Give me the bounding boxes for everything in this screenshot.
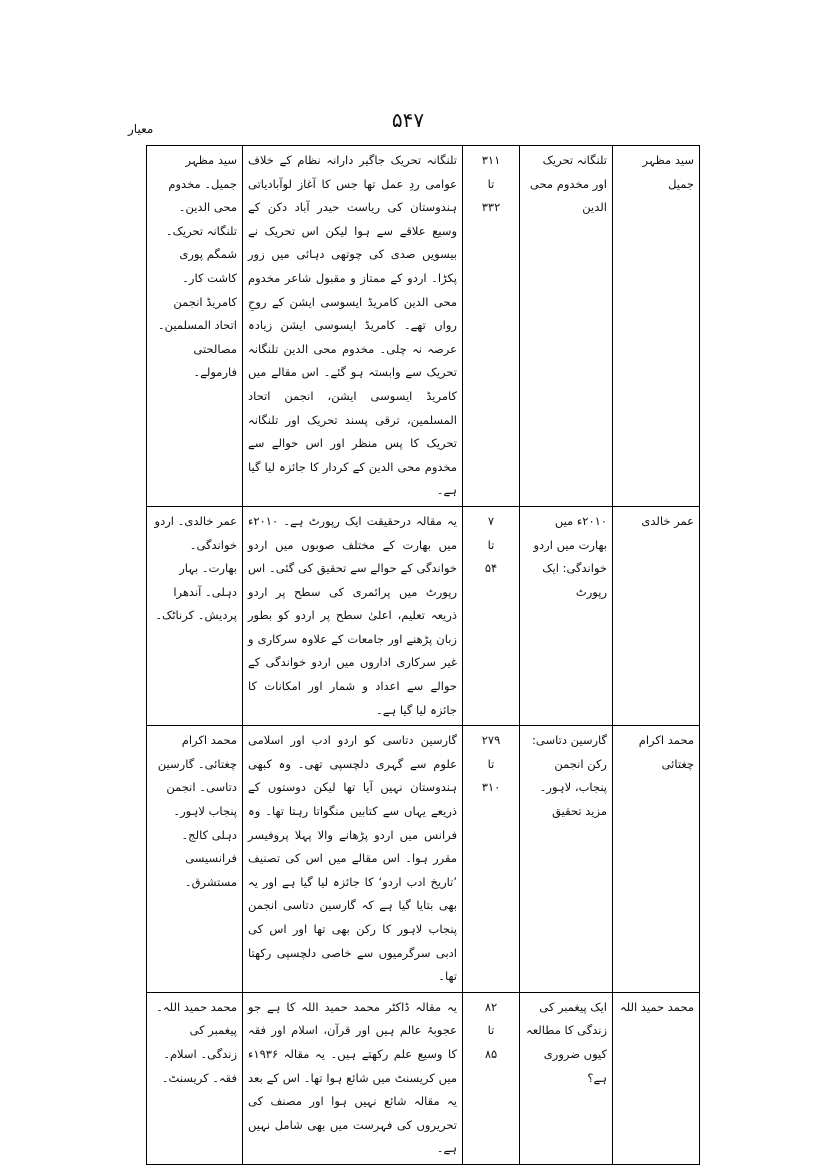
page-to-word: تا: [487, 176, 495, 191]
title-cell: تلنگانہ تحریک اور مخدوم محی الدین: [520, 146, 613, 507]
table-row: [147, 146, 700, 507]
keywords-cell: محمد حمید اللہ۔ پیغمبر کی زندگی۔ اسلام۔ فقہ۔ کریسنٹ۔: [147, 992, 243, 1164]
page-from: ۸۲: [484, 999, 498, 1014]
page-range-cell: [463, 146, 520, 507]
page-range-cell: [463, 506, 520, 725]
page-to-word: تا: [487, 537, 495, 552]
table-row: [147, 992, 700, 1164]
author-cell: عمر خالدی: [613, 506, 700, 725]
table-row: [147, 506, 700, 725]
summary-cell: یہ مقالہ درحقیقت ایک رپورٹ ہے۔ ۲۰۱۰ء میں بھارت کے مختلف صوبوں میں اردو خواندگی کے حوالے سے تحقیق کی گئی۔ اس رپورٹ میں پرائمری کی سطح پر اردو ذریعہ تعلیم، اعلیٰ سطح پر اردو کو بطور زبان پڑھنے اور جامعات کے علاوہ سرکاری و غیر سرکاری اداروں میں اردو خواندگی کے حوالے سے اعداد و شمار اور امکانات کا جائزہ لیا گیا ہے۔: [243, 506, 463, 725]
summary-cell: تلنگانہ تحریک جاگیر دارانہ نظام کے خلاف عوامی ردِ عمل تھا جس کا آغاز لوآبادیاتی ہندوستان کی ریاست حیدر آباد دکن کے وسیع علاقے سے ہوا لیکن اس تحریک نے بیسویں صدی کی چوتھی دہائی میں زور پکڑا۔ اردو کے ممتاز و مقبول شاعر مخدوم محی الدین کامریڈ ایسوسی ایشن کے روحِ رواں تھے۔ کامریڈ ایسوسی ایشن زیادہ عرصہ نہ چلی۔ مخدوم محی الدین تلنگانہ تحریک سے وابستہ ہو گئے۔ اس مقالے میں کامریڈ ایسوسی ایشن، انجمن اتحاد المسلمین، ترقی پسند تحریک اور تلنگانہ تحریک کا پس منظر اور اس حوالے سے مخدوم محی الدین کے کردار کا جائزہ لیا گیا ہے۔: [243, 146, 463, 507]
title-cell: ایک پیغمبر کی زندگی کا مطالعہ کیوں ضروری ہے؟: [520, 992, 613, 1164]
page-to: ۳۱۰: [481, 780, 501, 795]
page-to: ۳۳۲: [481, 200, 501, 215]
keywords-cell: سید مظہر جمیل۔ مخدوم محی الدین۔ تلنگانہ تحریک۔ شمگم پوری کاشت کار۔ کامریڈ انجمن اتحاد المسلمین۔ مصالحتی فارمولے۔: [147, 146, 243, 507]
page-from: ۷: [487, 513, 495, 528]
keywords-cell: عمر خالدی۔ اردو خواندگی۔ بھارت۔ بہار دہلی۔ آندھرا پردیش۔ کرناٹک۔: [147, 506, 243, 725]
summary-cell: گارسین دتاسی کو اردو ادب اور اسلامی علوم سے گہری دلچسپی تھی۔ وہ کبھی ہندوستان نہیں آیا تھا لیکن دوستوں کے ذریعے یہاں سے کتابیں منگواتا رہتا تھا۔ وہ فرانس میں اردو پڑھانے والا پہلا پروفیسر مقرر ہوا۔ اس مقالے میں اس کی تصنیف ’تاریخ ادب اردو‘ کا جائزہ لیا گیا ہے اور یہ بھی بتایا گیا ہے کہ گارسین دتاسی انجمن پنجاب لاہور کا رکن بھی تھا اور اس کی ادبی سرگرمیوں سے خاصی دلچسپی رکھتا تھا۔: [243, 726, 463, 993]
page-to-word: تا: [487, 1023, 495, 1038]
page-to: ۸۵: [484, 1046, 498, 1061]
article-index-table: [146, 145, 700, 1165]
page-range-cell: [463, 992, 520, 1164]
page-from: ۲۷۹: [481, 733, 501, 748]
title-cell: گارسین دتاسی: رکن انجمن پنجاب، لاہور۔ مزید تحقیق: [520, 726, 613, 993]
keywords-cell: محمد اکرام چغتائی۔ گارسین دتاسی۔ انجمن پنجاب لاہور۔ دہلی کالج۔ فرانسیسی مستشرق۔: [147, 726, 243, 993]
journal-name: معیار: [128, 122, 154, 136]
page-from: ۳۱۱: [481, 153, 501, 167]
table-row: [147, 726, 700, 993]
page-to: ۵۴: [484, 561, 498, 576]
summary-cell: یہ مقالہ ڈاکٹر محمد حمید اللہ کا ہے جو عجوبۂ عالم ہیں اور قرآن، اسلام اور فقہ کا وسیع علم رکھتے ہیں۔ یہ مقالہ ۱۹۳۶ء میں کریسنٹ میں شائع ہوا تھا۔ اس کے بعد یہ مقالہ شائع نہیں ہوا اور مصنف کی تحریروں کی فہرست میں بھی شامل نہیں ہے۔: [243, 992, 463, 1164]
author-cell: محمد اکرام چغتائی: [613, 726, 700, 993]
page-to-word: تا: [487, 756, 495, 771]
author-cell: محمد حمید اللہ: [613, 992, 700, 1164]
page-range-cell: [463, 726, 520, 993]
author-cell: سید مظہر جمیل: [613, 146, 700, 507]
page-number: ۵۴۷: [391, 108, 425, 132]
title-cell: ۲۰۱۰ء میں بھارت میں اردو خواندگی: ایک رپورٹ: [520, 506, 613, 725]
